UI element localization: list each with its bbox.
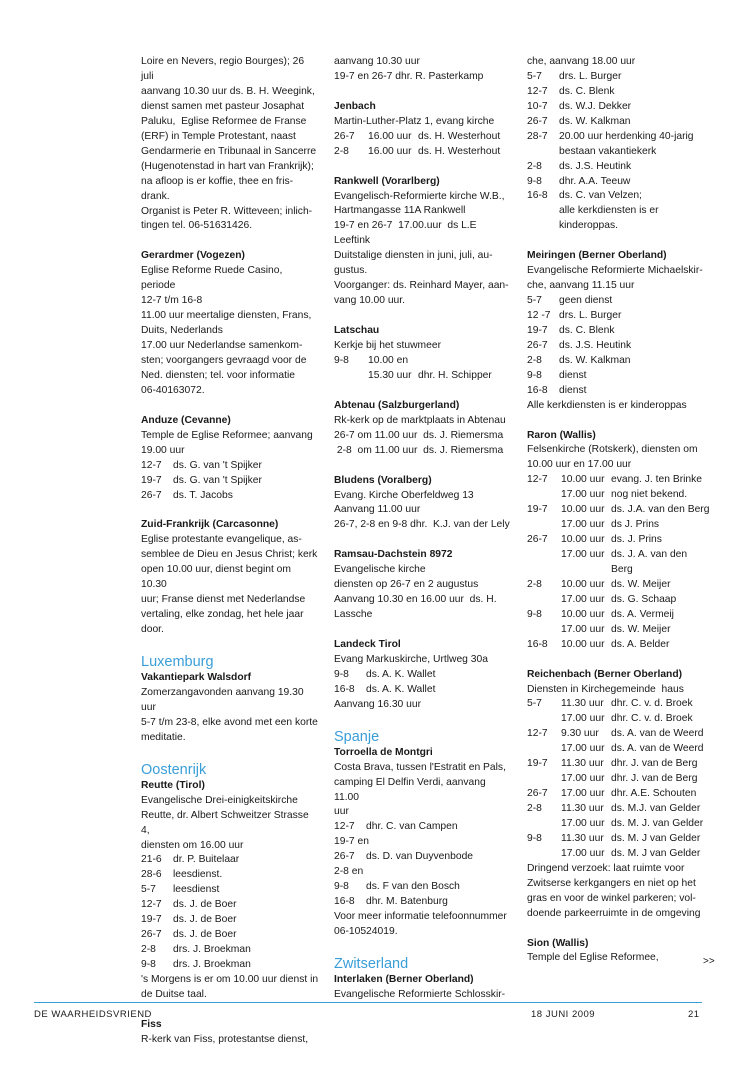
schedule-name: ds. J.S. Heutink bbox=[559, 339, 632, 351]
schedule-date: 10-7 bbox=[527, 100, 548, 112]
section-title: Abtenau (Salzburgerland) bbox=[334, 399, 460, 411]
section-title: Reutte (Tirol) bbox=[141, 779, 205, 791]
schedule-row bbox=[527, 488, 707, 503]
section bbox=[334, 100, 512, 160]
country-heading: Oostenrijk bbox=[141, 761, 207, 778]
schedule-row bbox=[141, 474, 319, 489]
schedule-name: ds. M. J. van Gelder bbox=[611, 817, 704, 829]
section-title: Raron (Wallis) bbox=[527, 429, 596, 441]
schedule-date: 12-7 bbox=[334, 821, 355, 833]
schedule-name: dhr. A.E. Schouten bbox=[611, 788, 697, 800]
schedule-row bbox=[527, 578, 707, 593]
schedule-time: 10.00 uur bbox=[561, 608, 605, 620]
schedule-row bbox=[527, 70, 707, 85]
schedule-name: ds. D. van Duyvenbode bbox=[366, 851, 474, 863]
schedule-time: 10.00 uur bbox=[561, 534, 605, 546]
schedule-row bbox=[527, 563, 707, 578]
schedule-date: 19-7 bbox=[527, 504, 548, 516]
section bbox=[334, 399, 512, 459]
section-title: Sion (Wallis) bbox=[527, 937, 589, 949]
section-text: Evangelische Reformierte Michaelskir- che, aanvang 11.15 uur bbox=[527, 265, 703, 292]
schedule-time: 15.30 uur bbox=[368, 369, 412, 381]
schedule-name: ds. J. Prins bbox=[611, 534, 662, 546]
schedule-date: 12-7 bbox=[527, 474, 548, 486]
schedule-date: 9-8 bbox=[334, 881, 349, 893]
footer-rule bbox=[34, 1002, 702, 1003]
schedule-row bbox=[527, 100, 707, 115]
schedule-date: 19-7 en bbox=[334, 836, 369, 848]
schedule-name: drs. J. Broekman bbox=[173, 959, 251, 971]
schedule-time: 17.00 uur bbox=[561, 773, 605, 785]
schedule-row bbox=[527, 339, 707, 354]
schedule-name: Berg bbox=[611, 564, 633, 575]
schedule-name: ds. A. K. Wallet bbox=[366, 683, 436, 695]
schedule-name: ds. A. K. Wallet bbox=[366, 668, 436, 680]
schedule-date: 2-8 bbox=[141, 944, 156, 956]
schedule-name: dhr. C. van Campen bbox=[366, 821, 458, 833]
schedule-name: ds. J. A. van den bbox=[611, 549, 688, 561]
schedule-date: 26-7 bbox=[141, 929, 162, 941]
section-text: Kerkje bij het stuwmeer bbox=[334, 340, 442, 352]
schedule-name: ds. G. Schaap bbox=[611, 593, 677, 605]
schedule-row bbox=[334, 683, 512, 698]
schedule-date: 12-7 bbox=[141, 899, 162, 911]
schedule-date: 5-7 bbox=[527, 295, 542, 307]
schedule-name: ds. G. van 't Spijker bbox=[173, 474, 262, 486]
schedule-date: 2-8 bbox=[334, 145, 349, 157]
schedule-date: 2-8 bbox=[527, 803, 542, 815]
section-text: Felsenkirche (Rotskerk), diensten om 10.00 uur en 17.00 uur bbox=[527, 444, 698, 471]
schedule-date: 5-7 bbox=[527, 698, 542, 710]
section-title: Meiringen (Berner Oberland) bbox=[527, 250, 667, 262]
section bbox=[334, 548, 512, 623]
schedule-name: ds. T. Jacobs bbox=[173, 489, 233, 501]
section-title: Ramsau-Dachstein 8972 bbox=[334, 549, 453, 561]
schedule-row bbox=[141, 853, 319, 868]
schedule-name: ds. M. J van Gelder bbox=[611, 832, 701, 844]
schedule-time: 17.00 uur bbox=[561, 743, 605, 755]
section-title: Latschau bbox=[334, 325, 380, 337]
schedule-row bbox=[527, 638, 707, 653]
schedule-date: 19-7 bbox=[141, 914, 162, 926]
schedule-date: 2-8 bbox=[527, 354, 542, 366]
schedule-row bbox=[527, 115, 707, 130]
schedule-date: 16-8 bbox=[527, 190, 548, 202]
schedule-row bbox=[141, 868, 319, 883]
schedule-time: 11.30 uur bbox=[561, 698, 604, 710]
section bbox=[141, 1018, 319, 1048]
section-text: Evangelische Reformierte Schlosskir- bbox=[334, 988, 506, 1000]
schedule-row bbox=[334, 820, 512, 835]
schedule-name: ds. A. Vermeij bbox=[611, 608, 674, 620]
schedule-name: dhr. M. Batenburg bbox=[366, 896, 448, 908]
section-text: Evangelisch-Reformierte kirche W.B., Hartmangasse 11A Rankwell 19-7 en 26-7 17.00.uur ds L.E Leeftink Duitstalige diensten in juni, juli, au- gustus. Voorganger: ds. Reinhard Mayer, aan- vang 10.00 uur. bbox=[334, 190, 509, 307]
schedule-row bbox=[334, 130, 512, 145]
section-text: Eglise Reforme Ruede Casino, periode 12-7 t/m 16-8 11.00 uur meertalige diensten, Frans, Duits, Nederlands 17.00 uur Nederlandse samenkom- sten; voorgangers gevraagd voor de Ned. diensten; tel. voor informatie 06-40163072. bbox=[141, 265, 312, 396]
schedule-date: 12-7 bbox=[527, 728, 548, 740]
section-note: Aanvang 16.30 uur bbox=[334, 698, 422, 710]
schedule-row bbox=[527, 548, 707, 563]
schedule-time: 17.00 uur bbox=[561, 623, 605, 635]
schedule-date: 2-8 bbox=[527, 160, 542, 172]
section-text: Costa Brava, tussen l'Estratit en Pals, camping El Delfin Verdi, aanvang 11.00 uur bbox=[334, 761, 506, 818]
schedule-time: 16.00 uur bbox=[368, 130, 412, 142]
schedule-time: 17.00 uur bbox=[561, 593, 605, 605]
schedule-date: 9-8 bbox=[334, 354, 349, 366]
schedule-name: ds. H. Westerhout bbox=[418, 130, 501, 142]
section-text: che, aanvang 18.00 uur bbox=[527, 56, 636, 67]
schedule-row bbox=[141, 459, 319, 474]
schedule-row bbox=[527, 130, 707, 145]
schedule-time: 11.30 uur bbox=[561, 832, 604, 844]
section-text: Evang Markuskirche, Urtlweg 30a bbox=[334, 653, 488, 665]
schedule-row bbox=[527, 309, 707, 324]
schedule-row bbox=[141, 883, 319, 898]
schedule-date: 19-7 bbox=[527, 324, 548, 336]
section-text: Martin-Luther-Platz 1, evang kirche bbox=[334, 115, 495, 127]
section bbox=[141, 761, 319, 1003]
schedule-row bbox=[527, 847, 707, 862]
schedule-date: 9-8 bbox=[527, 369, 542, 381]
schedule-name: ds J. Prins bbox=[611, 519, 660, 531]
schedule-time: 17.00 uur bbox=[561, 519, 605, 531]
schedule-name: ds. J.A. van den Berg bbox=[611, 504, 710, 516]
schedule-row bbox=[527, 503, 710, 518]
schedule-row bbox=[527, 533, 707, 548]
page-number: 21 bbox=[688, 1009, 700, 1020]
section-text: aanvang 10.30 uur 19-7 en 26-7 dhr. R. Pasterkamp bbox=[334, 56, 484, 82]
section-text: Evangelische Drei-einigkeitskirche Reutte, dr. Albert Schweitzer Strasse 4, diensten om 16.00 uur bbox=[141, 794, 309, 851]
schedule-name: ds. C. Blenk bbox=[559, 85, 615, 97]
schedule-time: 17.00 uur bbox=[561, 847, 605, 859]
schedule-time: 10.00 en bbox=[368, 354, 409, 366]
section-note: 's Morgens is er om 10.00 uur dienst in de Duitse taal. bbox=[141, 973, 319, 1000]
section-title: Bludens (Voralberg) bbox=[334, 474, 432, 486]
section bbox=[141, 518, 319, 638]
schedule-date: 12 -7 bbox=[527, 310, 551, 321]
schedule-row bbox=[527, 294, 707, 309]
schedule-row bbox=[527, 772, 707, 787]
schedule-date: 16-8 bbox=[527, 384, 548, 396]
schedule-name: ds. W. Kalkman bbox=[559, 354, 631, 366]
schedule-name: leesdienst bbox=[173, 884, 220, 896]
section-note: Alle kerkdiensten is er kinderoppas bbox=[527, 399, 687, 411]
section bbox=[334, 638, 512, 713]
schedule-row bbox=[527, 85, 707, 100]
schedule-time: 17.00 uur bbox=[561, 817, 605, 829]
schedule-name: ds. M.J. van Gelder bbox=[611, 803, 701, 815]
section-title: Gerardmer (Vogezen) bbox=[141, 250, 245, 262]
schedule-name: bestaan vakantiekerk bbox=[559, 145, 657, 157]
footer-publication: DE WAARHEIDSVRIEND bbox=[34, 1009, 152, 1020]
section-title: Interlaken (Berner Oberland) bbox=[334, 973, 474, 985]
schedule-name: ds. A. van de Weerd bbox=[611, 728, 704, 740]
schedule-row bbox=[527, 473, 707, 488]
schedule-row bbox=[527, 384, 707, 399]
schedule-row bbox=[527, 817, 707, 832]
schedule-row bbox=[527, 832, 707, 847]
section bbox=[527, 937, 707, 967]
schedule-name: ds. C. Blenk bbox=[559, 324, 615, 336]
schedule-date: 28-6 bbox=[141, 869, 162, 881]
section bbox=[334, 55, 512, 85]
schedule-name: nog niet bekend. bbox=[611, 489, 688, 501]
schedule-row bbox=[334, 145, 512, 160]
schedule-time: 10.00 uur bbox=[561, 578, 605, 590]
schedule-name: ds. A. van de Weerd bbox=[611, 743, 704, 755]
schedule-time: 10.00 uur bbox=[561, 504, 605, 516]
section-title: Torroella de Montgri bbox=[334, 746, 433, 758]
schedule-row bbox=[527, 802, 707, 817]
country-heading: Zwitserland bbox=[334, 955, 409, 972]
country-heading: Luxemburg bbox=[141, 654, 214, 671]
schedule-date: 12-7 bbox=[141, 459, 162, 471]
schedule-row bbox=[141, 898, 319, 913]
schedule-name: dhr. A.A. Teeuw bbox=[559, 175, 631, 187]
section bbox=[141, 249, 319, 399]
schedule-name: ds. W. Meijer bbox=[611, 623, 671, 635]
section-title: Rankwell (Vorarlberg) bbox=[334, 175, 440, 187]
schedule-date: 26-7 bbox=[527, 534, 548, 546]
schedule-row bbox=[141, 958, 319, 973]
schedule-date: 26-7 bbox=[527, 339, 548, 351]
schedule-row bbox=[527, 324, 707, 339]
schedule-time: 11.30 uur bbox=[561, 803, 604, 815]
schedule-name: ds. J.S. Heutink bbox=[559, 160, 632, 172]
schedule-date: 21-6 bbox=[141, 854, 162, 866]
schedule-name: ds. W. Meijer bbox=[611, 578, 671, 590]
schedule-name: dhr. J. van de Berg bbox=[611, 758, 698, 770]
schedule-row bbox=[527, 712, 707, 727]
schedule-time: 17.00 uur bbox=[561, 713, 605, 725]
schedule-date: 28-7 bbox=[527, 130, 548, 142]
schedule-name: ds. F van den Bosch bbox=[366, 881, 460, 893]
schedule-row bbox=[527, 369, 707, 384]
schedule-name: 20.00 uur herdenking 40-jarig bbox=[559, 130, 694, 142]
section bbox=[527, 55, 707, 234]
schedule-name: ds. G. van 't Spijker bbox=[173, 459, 262, 471]
section-note: Voor meer informatie telefoonnummer 06-10524019. bbox=[334, 911, 507, 938]
section-title: Vakantiepark Walsdorf bbox=[141, 672, 252, 684]
schedule-name: alle kerkdiensten is er bbox=[559, 205, 659, 217]
schedule-row bbox=[527, 175, 707, 190]
schedule-name: evang. J. ten Brinke bbox=[611, 474, 703, 486]
schedule-name: drs. J. Broekman bbox=[173, 944, 251, 956]
section bbox=[334, 324, 512, 384]
schedule-row bbox=[527, 145, 707, 160]
section-text: Rk-kerk op de marktplaats in Abtenau 26-7 om 11.00 uur ds. J. Riemersma 2-8 om 11.00 uur ds. J. Riemersma bbox=[334, 414, 506, 456]
schedule-date: 26-7 bbox=[334, 130, 355, 142]
schedule-name: ds. J. de Boer bbox=[173, 899, 237, 911]
schedule-row bbox=[334, 369, 512, 384]
schedule-date: 12-7 bbox=[527, 85, 548, 97]
section-note: Dringend verzoek: laat ruimte voor Zwitserse kerkgangers en niet op het gras en voor de winkel parkeren; vol- doende parkeerruimte in de omgeving bbox=[527, 862, 701, 919]
schedule-row bbox=[334, 850, 512, 865]
schedule-row bbox=[334, 865, 512, 880]
schedule-date: 9-8 bbox=[527, 175, 542, 187]
schedule-date: 26-7 bbox=[334, 851, 355, 863]
section bbox=[141, 55, 319, 234]
schedule-time: 10.00 uur bbox=[561, 474, 605, 486]
schedule-date: 2-8 bbox=[527, 578, 542, 590]
section-text: Zomerzangavonden aanvang 19.30 uur 5-7 t/m 23-8, elke avond met een korte meditatie. bbox=[141, 686, 318, 743]
schedule-name: ds. M. J van Gelder bbox=[611, 847, 701, 859]
schedule-name: dhr. H. Schipper bbox=[418, 369, 492, 381]
schedule-time: 17.00 uur bbox=[561, 489, 605, 501]
schedule-name: ds. W. Kalkman bbox=[559, 115, 631, 127]
schedule-row bbox=[334, 880, 512, 895]
schedule-date: 9-8 bbox=[527, 832, 542, 844]
schedule-date: 5-7 bbox=[527, 70, 542, 82]
schedule-date: 9-8 bbox=[527, 608, 542, 620]
schedule-row bbox=[527, 593, 707, 608]
schedule-time: 16.00 uur bbox=[368, 145, 412, 157]
schedule-row bbox=[334, 668, 512, 683]
section-text: Evangelische kirche diensten op 26-7 en 2 augustus Aanvang 10.30 en 16.00 uur ds. H. Lassche bbox=[334, 564, 497, 621]
section bbox=[334, 955, 512, 1003]
section bbox=[334, 175, 512, 310]
schedule-name: kinderoppas. bbox=[559, 220, 618, 232]
schedule-time: 11.30 uur bbox=[561, 758, 604, 770]
section-text: Temple del Eglise Reformee, bbox=[527, 952, 659, 964]
schedule-row bbox=[527, 727, 707, 742]
schedule-name: dienst bbox=[559, 384, 587, 396]
schedule-row bbox=[141, 943, 319, 958]
schedule-name: dr. P. Buitelaar bbox=[173, 854, 240, 866]
section-text: Loire en Nevers, regio Bourges); 26 juli aanvang 10.30 uur ds. B. H. Weegink, dienst samen met pasteur Josaphat Paluku, Eglise Reformee de Franse (ERF) in Temple Protestant, naast Gendarmerie en Tribunaal in Sancerre (Hugenotenstad in hart van Frankrijk); na afloop is er koffie, thee en fris- drank. Organist is Peter R. Witteveen; inlich- tingen tel. 06-51631426. bbox=[141, 56, 317, 232]
schedule-time: 17.00 uur bbox=[561, 549, 605, 561]
schedule-name: leesdienst. bbox=[173, 869, 223, 881]
section-text: Diensten in Kirchegemeinde haus bbox=[527, 683, 684, 695]
schedule-row bbox=[527, 787, 707, 802]
schedule-date: 26-7 bbox=[527, 788, 548, 800]
schedule-name: drs. L. Burger bbox=[559, 310, 622, 321]
schedule-name: dhr. C. v. d. Broek bbox=[611, 698, 693, 710]
schedule-date: 26-7 bbox=[527, 115, 548, 127]
schedule-name: dhr. C. v. d. Broek bbox=[611, 713, 693, 725]
section-title: Fiss bbox=[141, 1018, 162, 1030]
schedule-date: 26-7 bbox=[141, 489, 162, 501]
schedule-name: dienst bbox=[559, 369, 587, 381]
schedule-row bbox=[334, 354, 512, 369]
schedule-date: 16-8 bbox=[334, 683, 355, 695]
schedule-row bbox=[141, 928, 319, 943]
schedule-date: 16-8 bbox=[334, 896, 355, 908]
schedule-row bbox=[527, 697, 707, 712]
schedule-row bbox=[527, 757, 707, 772]
footer-date: 18 JUNI 2009 bbox=[531, 1009, 596, 1020]
schedule-date: 9-8 bbox=[141, 959, 156, 971]
schedule-row bbox=[527, 354, 707, 369]
section bbox=[527, 668, 707, 922]
column-3 bbox=[527, 55, 710, 981]
schedule-name: ds. W.J. Dekker bbox=[559, 100, 632, 112]
schedule-row bbox=[334, 835, 512, 850]
section bbox=[527, 429, 710, 653]
section-text: Temple de Eglise Reformee; aanvang 19.00 uur bbox=[141, 429, 313, 456]
schedule-time: 10.00 uur bbox=[561, 638, 605, 650]
column-1 bbox=[141, 55, 319, 1063]
schedule-row bbox=[527, 160, 707, 175]
section-title: Jenbach bbox=[334, 100, 376, 112]
schedule-name: drs. L. Burger bbox=[559, 70, 622, 82]
schedule-name: ds. H. Westerhout bbox=[418, 145, 501, 157]
section-title: Zuid-Frankrijk (Carcasonne) bbox=[141, 519, 279, 531]
column-2 bbox=[334, 55, 512, 1018]
schedule-date: 2-8 en bbox=[334, 866, 364, 878]
schedule-date: 16-8 bbox=[527, 638, 548, 650]
section bbox=[141, 414, 319, 504]
schedule-name: ds. J. de Boer bbox=[173, 914, 237, 926]
section bbox=[527, 249, 707, 413]
schedule-date: 5-7 bbox=[141, 884, 156, 896]
section-text: Evang. Kirche Oberfeldweg 13 Aanvang 11.00 uur 26-7, 2-8 en 9-8 dhr. K.J. van der Lely bbox=[334, 489, 510, 531]
country-heading: Spanje bbox=[334, 728, 380, 745]
section-title: Landeck Tirol bbox=[334, 639, 401, 650]
section-text: R-kerk van Fiss, protestantse dienst, bbox=[141, 1033, 309, 1045]
schedule-row bbox=[527, 518, 707, 533]
schedule-time: 9.30 uur bbox=[561, 728, 599, 740]
schedule-name: ds. A. Belder bbox=[611, 638, 670, 650]
schedule-time: 17.00 uur bbox=[561, 788, 605, 800]
schedule-row bbox=[141, 913, 319, 928]
schedule-name: dhr. J. van de Berg bbox=[611, 773, 698, 785]
schedule-row bbox=[527, 742, 707, 757]
section-text: Eglise protestante evangelique, as- semblee de Dieu en Jesus Christ; kerk open 10.00 uur, dienst begint om 10.30 uur; Franse dienst met Nederlandse vertaling, elke zondag, het hele jaar door. bbox=[141, 534, 318, 636]
schedule-date: 19-7 bbox=[527, 758, 548, 770]
schedule-row bbox=[334, 895, 512, 910]
schedule-name: ds. J. de Boer bbox=[173, 929, 237, 941]
schedule-date: 9-8 bbox=[334, 668, 349, 680]
schedule-row bbox=[527, 204, 707, 219]
schedule-name: ds. C. van Velzen; bbox=[559, 190, 642, 202]
section-title: Reichenbach (Berner Oberland) bbox=[527, 668, 683, 680]
section bbox=[334, 474, 512, 534]
schedule-row bbox=[527, 189, 707, 204]
section-title: Anduze (Cevanne) bbox=[141, 414, 231, 426]
section bbox=[141, 653, 319, 746]
continue-mark: >> bbox=[703, 956, 715, 967]
schedule-row bbox=[527, 623, 707, 638]
schedule-row bbox=[527, 219, 707, 234]
schedule-date: 19-7 bbox=[141, 474, 162, 486]
schedule-name: geen dienst bbox=[559, 295, 613, 307]
schedule-row bbox=[141, 489, 319, 504]
section bbox=[334, 728, 512, 940]
schedule-row bbox=[527, 608, 707, 623]
